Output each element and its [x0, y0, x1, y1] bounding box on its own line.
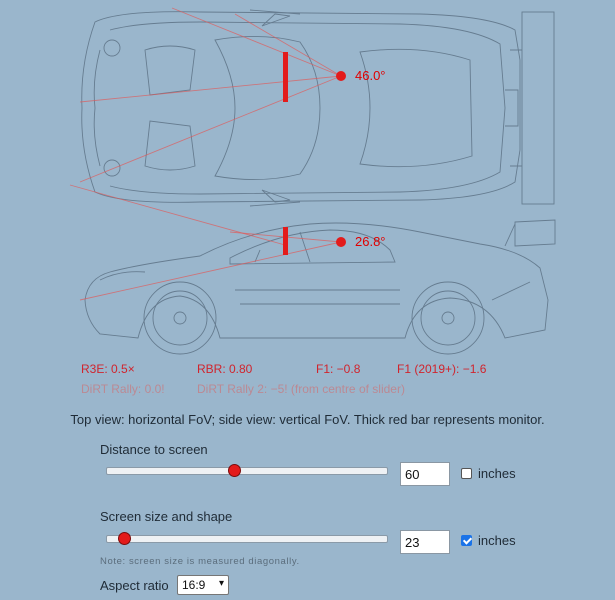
distance-unit-label: inches	[478, 466, 516, 481]
top-eye-point	[336, 71, 346, 81]
top-view-car	[82, 10, 554, 206]
side-fov-angle: 26.8°	[355, 234, 386, 249]
distance-inches-checkbox[interactable]	[461, 468, 472, 479]
screen-size-inches-checkbox[interactable]	[461, 535, 472, 546]
game-value-dirt-rally-2: DiRT Rally 2: −5! (from centre of slider)	[197, 382, 405, 396]
screen-size-slider-thumb[interactable]	[118, 532, 131, 545]
distance-label: Distance to screen	[100, 442, 208, 457]
distance-slider[interactable]	[106, 467, 388, 475]
screen-size-slider[interactable]	[106, 535, 388, 543]
game-value-r3e: R3E: 0.5×	[81, 362, 135, 376]
aspect-ratio-select[interactable]	[177, 575, 229, 595]
side-eye-point	[336, 237, 346, 247]
top-fov-lines	[70, 8, 341, 245]
side-monitor-bar	[283, 227, 288, 255]
diagram-caption: Top view: horizontal FoV; side view: vertical FoV. Thick red bar represents monitor.	[70, 412, 545, 427]
top-monitor-bar	[283, 52, 288, 102]
game-value-rbr: RBR: 0.80	[197, 362, 253, 376]
top-fov-angle: 46.0°	[355, 68, 386, 83]
aspect-ratio-selected: 16:9	[182, 578, 206, 592]
game-value-f1: F1: −0.8	[316, 362, 361, 376]
screen-size-label: Screen size and shape	[100, 509, 233, 524]
screen-size-input[interactable]	[400, 530, 450, 554]
distance-slider-thumb[interactable]	[228, 464, 241, 477]
screen-size-unit-label: inches	[478, 533, 516, 548]
game-value-f1-2019: F1 (2019+): −1.6	[397, 362, 487, 376]
aspect-ratio-label: Aspect ratio	[100, 578, 169, 593]
screen-size-note: Note: screen size is measured diagonally.	[100, 556, 300, 567]
game-value-dirt-rally: DiRT Rally: 0.0!	[81, 382, 165, 396]
chevron-down-icon: ▾	[218, 578, 224, 589]
distance-input[interactable]	[400, 462, 450, 486]
